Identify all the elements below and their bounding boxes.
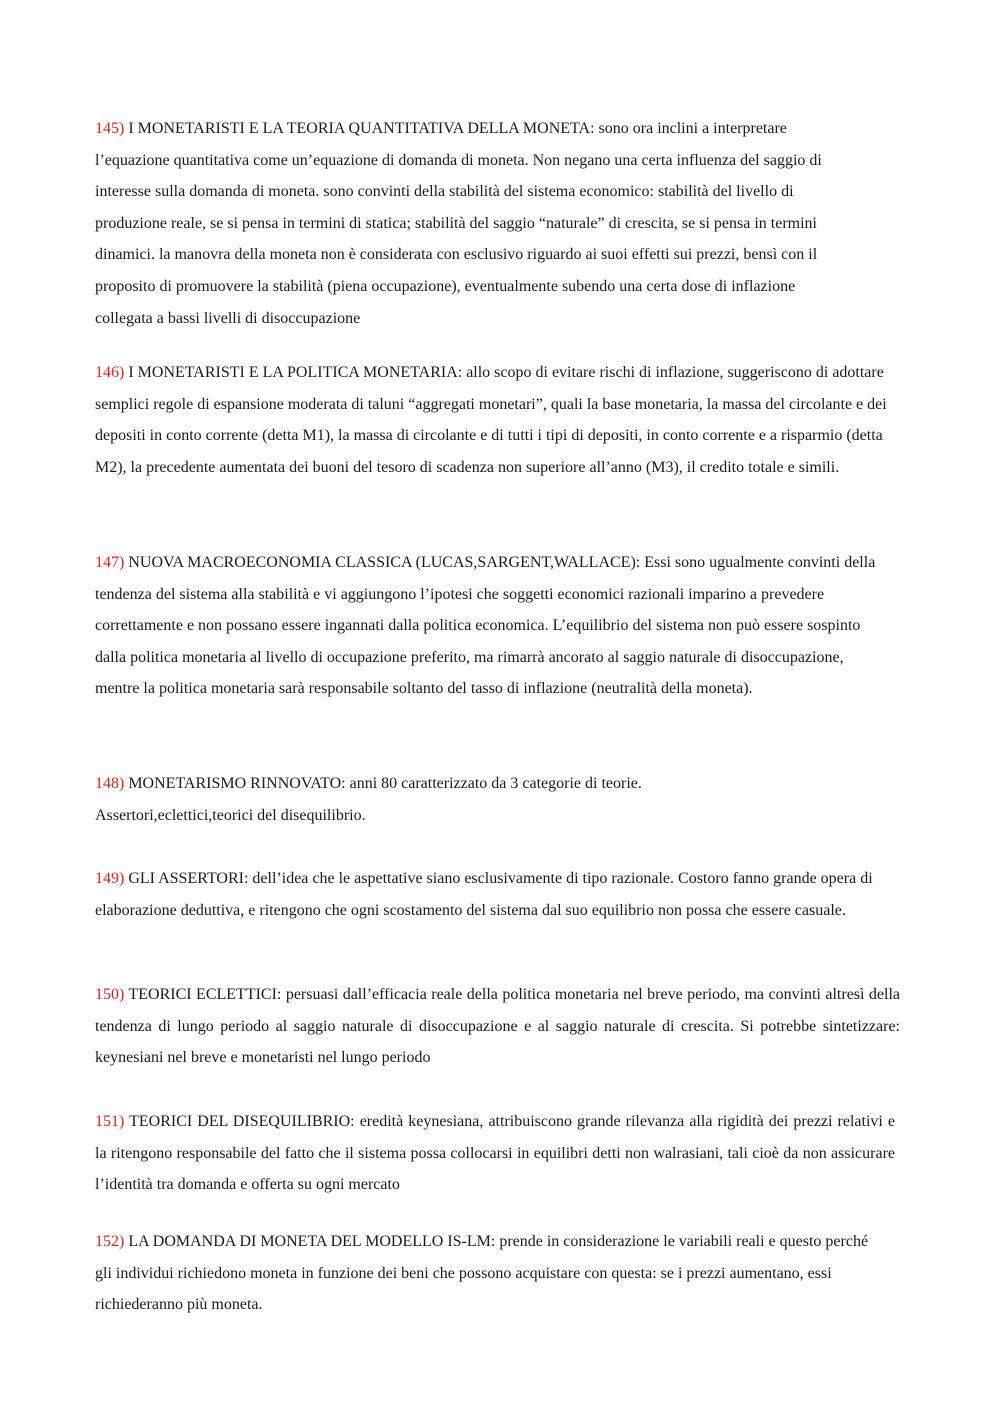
entry-heading: GLI ASSERTORI: <box>128 870 249 887</box>
entry-body: dell’idea che le aspettative siano esclusivamente di tipo razionale. Costoro fanno grande opera di elaborazione deduttiva, e ritengono che ogni scostamento del sistema dal suo equilibrio non possa che essere casuale. <box>95 870 873 919</box>
entry-body: anni 80 caratterizzato da 3 categorie di teorie. <box>349 775 642 792</box>
entry-number: 147) <box>95 554 125 571</box>
entry-number: 151) <box>95 1113 125 1130</box>
entry-body: prende in considerazione le variabili reali e questo perché gli individui richiedono moneta in funzione dei beni che possono acquistare con questa: se i prezzi aumentano, essi richiederanno più moneta. <box>95 1233 869 1314</box>
entry-number: 145) <box>95 120 125 137</box>
entry-heading: I MONETARISTI E LA POLITICA MONETARIA: <box>128 364 463 381</box>
entry-heading: LA DOMANDA DI MONETA DEL MODELLO IS-LM: <box>128 1233 496 1250</box>
entry-body-line-2: Assertori,eclettici,teorici del disequilibrio. <box>95 806 366 824</box>
entry-149 <box>95 863 880 926</box>
entry-heading: TEORICI ECLETTICI: <box>128 986 282 1003</box>
entry-line <box>95 768 895 800</box>
entry-number: 146) <box>95 364 125 381</box>
entry-number: 150) <box>95 986 125 1003</box>
entry-number: 152) <box>95 1233 125 1250</box>
entry-152 <box>95 1226 885 1321</box>
entry-body: Essi sono ugualmente convinti della tendenza del sistema alla stabilità e vi aggiungono l’ipotesi che soggetti economici razionali imparino a prevedere correttamente e non possano essere ingannati dalla politica economica. L’equilibrio del sistema non può essere sospinto dalla politica monetaria al livello di occupazione preferito, ma rimarrà ancorato al saggio naturale di disoccupazione, mentre la politica monetaria sarà responsabile soltanto del tasso di inflazione (neutralità della moneta). <box>95 554 876 698</box>
entry-heading: I MONETARISTI E LA TEORIA QUANTITATIVA DELLA MONETA: <box>128 120 595 137</box>
entry-body: eredità keynesiana, attribuiscono grande rilevanza alla rigidità dei prezzi relativi e la ritengono responsabile del fatto che il sistema possa collocarsi in equilibri detti non walrasiani, tali cioè da non assicurare l’identità tra domanda e offerta su ogni mercato <box>95 1113 896 1194</box>
entry-147 <box>95 547 885 705</box>
entry-body: sono ora inclini a interpretare l’equazione quantitativa come un’equazione di domanda di moneta. Non negano una certa influenza del saggio di interesse sulla domanda di moneta. sono convinti della stabilità del sistema economico: stabilità del livello di produzione reale, se si pensa in termini di statica; stabilità del saggio “naturale” di crescita, se si pensa in termini dinamici. la manovra della moneta non è considerata con esclusivo riguardo ai suoi effetti sui prezzi, bensì con il proposito di promuovere la stabilità (piena occupazione), eventualmente subendo una certa dose di inflazione collegata a bassi livelli di disoccupazione <box>95 120 822 327</box>
entry-151 <box>95 1106 895 1201</box>
entry-145 <box>95 113 835 334</box>
entry-146 <box>95 357 917 483</box>
entry-148 <box>95 768 895 831</box>
entry-heading: TEORICI DEL DISEQUILIBRIO: <box>129 1113 355 1130</box>
entry-heading: MONETARISMO RINNOVATO: <box>128 775 346 792</box>
entry-body: allo scopo di evitare rischi di inflazione, suggeriscono di adottare semplici regole di espansione moderata di taluni “aggregati monetari”, quali la base monetaria, la massa del circolante e dei depositi in conto corrente (detta M1), la massa di circolante e di tutti i tipi di depositi, in conto corrente e a risparmio (detta M2), la precedente aumentata dei buoni del tesoro di scadenza non superiore all’anno (M3), il credito totale e simili. <box>95 364 887 476</box>
entry-body: persuasi dall’efficacia reale della politica monetaria nel breve periodo, ma convinti altresì della tendenza di lungo periodo al saggio naturale di disoccupazione e al saggio naturale di crescita. Si potrebbe sintetizzare: keynesiani nel breve e monetaristi nel lungo periodo <box>95 986 901 1067</box>
entry-heading: NUOVA MACROECONOMIA CLASSICA (LUCAS,SARGENT,WALLACE): <box>128 554 641 571</box>
entry-150 <box>95 979 900 1074</box>
entry-number: 149) <box>95 870 125 887</box>
entry-number: 148) <box>95 775 125 792</box>
